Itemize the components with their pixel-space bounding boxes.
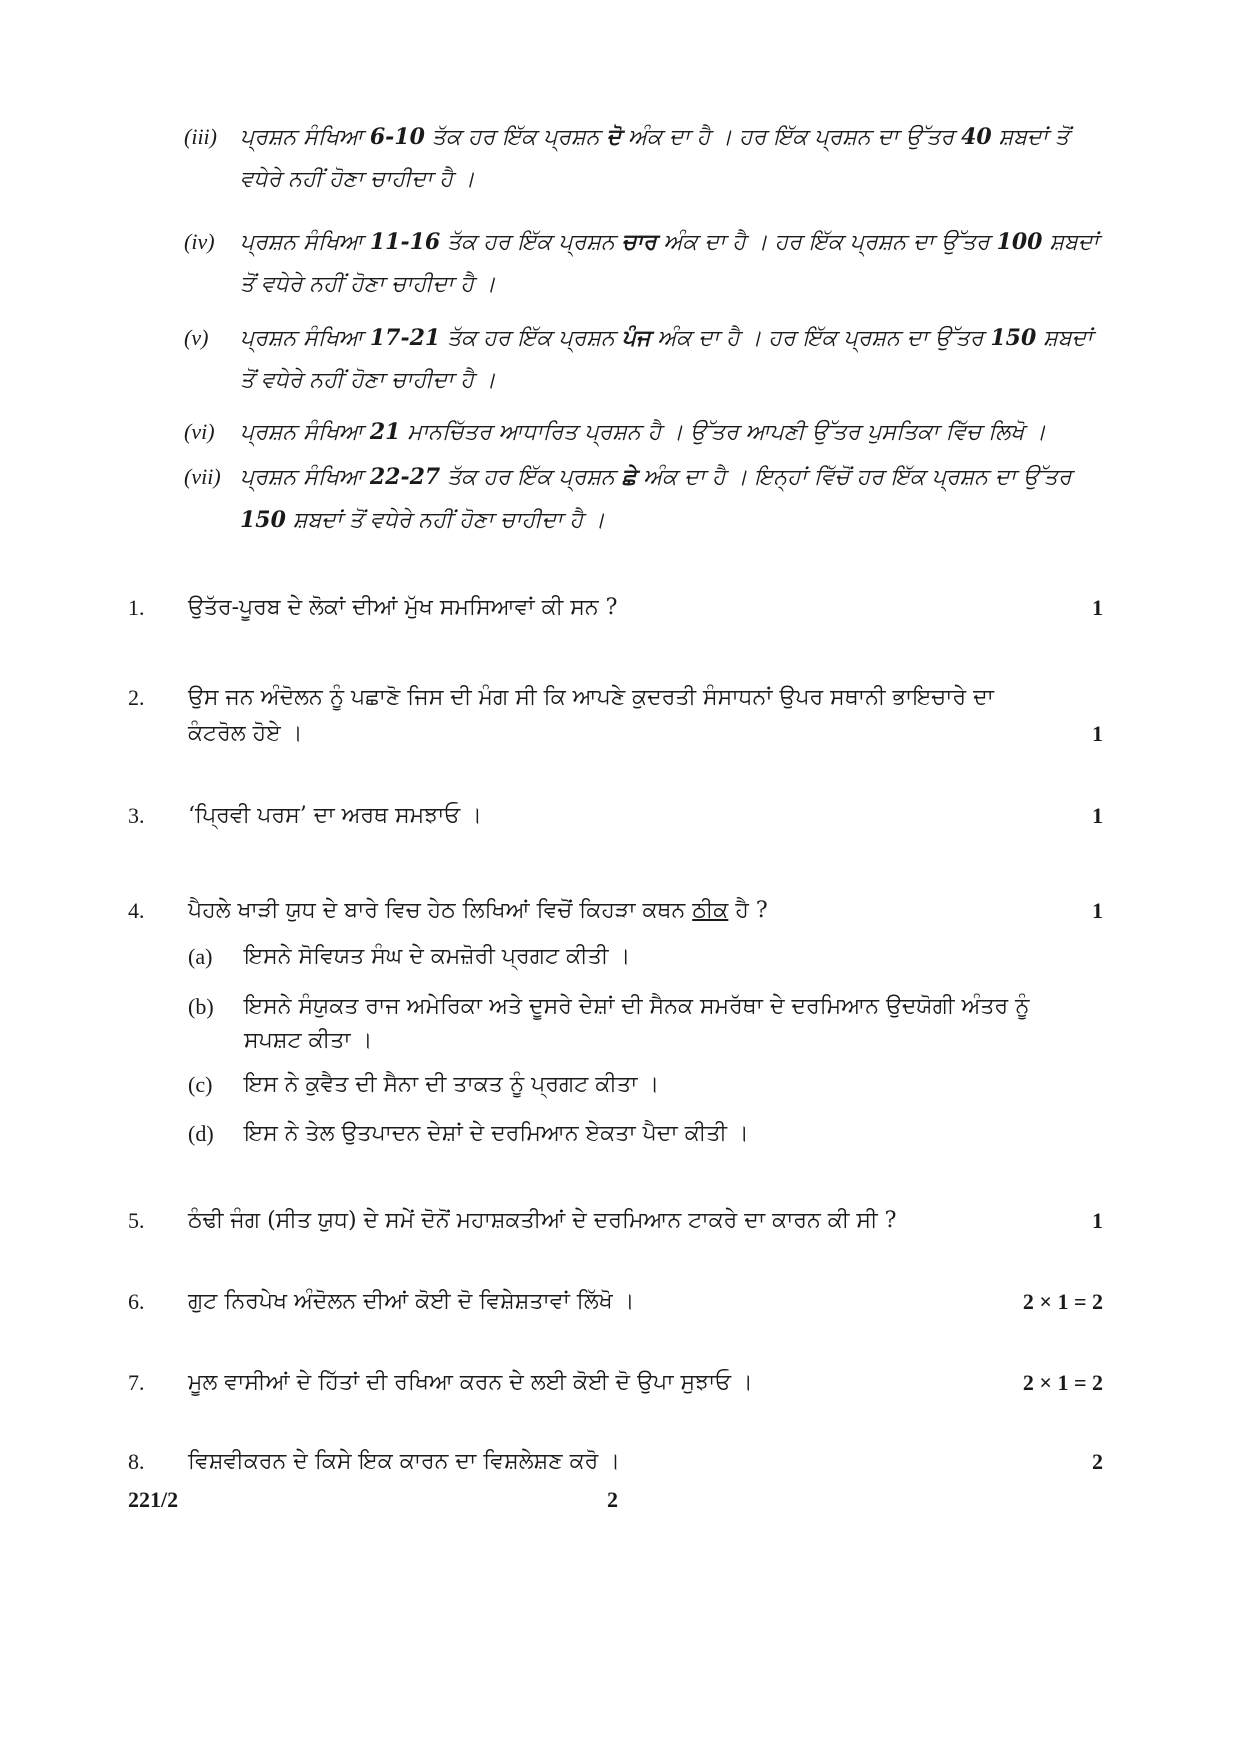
question-2 bbox=[128, 680, 1103, 752]
underlined-word: ਠੀਕ bbox=[692, 898, 729, 923]
option-label: (a) bbox=[188, 944, 213, 969]
option-label: (b) bbox=[188, 994, 214, 1019]
question-3 bbox=[128, 798, 1103, 834]
question-number: 1. bbox=[128, 595, 145, 620]
instruction-iii bbox=[184, 116, 1104, 201]
question-text: ‘ਪ੍ਰਿਵੀ ਪਰਸ’ ਦਾ ਅਰਥ ਸਮਝਾਓ । bbox=[188, 803, 482, 828]
question-text: ਗੁਟ ਨਿਰਪੇਖ ਅੰਦੋਲਨ ਦੀਆਂ ਕੋਈ ਦੋ ਵਿਸ਼ੇਸ਼ਤਾਵਾਂ ਲਿੱਖੋ । bbox=[188, 1289, 635, 1314]
option-label: (d) bbox=[188, 1121, 214, 1146]
instruction-v bbox=[184, 317, 1104, 402]
question-marks: 1 bbox=[1092, 1208, 1103, 1233]
instruction-text: ਪ੍ਰਸ਼ਨ ਸੰਖਿਆ 21 ਮਾਨਚਿੱਤਰ ਆਧਾਰਿਤ ਪ੍ਰਸ਼ਨ ਹੈ । ਉੱਤਰ ਆਪਣੀ ਉੱਤਰ ਪੁਸਤਿਕਾ ਵਿੱਚ ਲਿਖੋ । bbox=[240, 419, 1046, 445]
instruction-vii bbox=[184, 456, 1104, 542]
question-6 bbox=[128, 1284, 1103, 1320]
question-marks: 1 bbox=[1092, 595, 1103, 620]
question-text: ਪੈਹਲੇ ਖਾੜੀ ਯੁਧ ਦੇ ਬਾਰੇ ਵਿਚ ਹੇਠ ਲਿਖਿਆਂ ਵਿਚੋਂ ਕਿਹੜਾ ਕਥਨ ਠੀਕ ਹੈ ? bbox=[188, 898, 768, 923]
instruction-number: (vi) bbox=[184, 419, 215, 444]
instruction-number: (iv) bbox=[184, 229, 215, 254]
question-marks: 1 bbox=[1092, 803, 1103, 828]
question-8 bbox=[128, 1444, 1103, 1480]
instruction-number: (iii) bbox=[184, 124, 217, 149]
instruction-text: ਪ੍ਰਸ਼ਨ ਸੰਖਿਆ 17-21 ਤੱਕ ਹਰ ਇੱਕ ਪ੍ਰਸ਼ਨ ਪੰਜ ਅੰਕ ਦਾ ਹੈ । ਹਰ ਇੱਕ ਪ੍ਰਸ਼ਨ ਦਾ ਉੱਤਰ 150 ਸ਼ਬਦਾਂ ਤੋਂ ਵਧੇਰੇ ਨਹੀਂ ਹੋਣਾ ਚਾਹੀਦਾ ਹੈ । bbox=[240, 325, 1093, 393]
question-number: 5. bbox=[128, 1208, 145, 1233]
question-text: ਉਤੱਰ-ਪੂਰਬ ਦੇ ਲੋਕਾਂ ਦੀਆਂ ਮੁੱਖ ਸਮਸਿਆਵਾਂ ਕੀ ਸਨ ? bbox=[188, 595, 618, 620]
option-a bbox=[188, 940, 1068, 974]
question-number: 6. bbox=[128, 1289, 145, 1314]
option-text: ਇਸ ਨੇ ਤੇਲ ਉਤਪਾਦਨ ਦੇਸ਼ਾਂ ਦੇ ਦਰਮਿਆਨ ਏਕਤਾ ਪੈਦਾ ਕੀਤੀ । bbox=[244, 1121, 749, 1146]
question-5 bbox=[128, 1203, 1103, 1239]
instruction-number: (vii) bbox=[184, 464, 221, 489]
instruction-text: ਪ੍ਰਸ਼ਨ ਸੰਖਿਆ 11-16 ਤੱਕ ਹਰ ਇੱਕ ਪ੍ਰਸ਼ਨ ਚਾਰ ਅੰਕ ਦਾ ਹੈ । ਹਰ ਇੱਕ ਪ੍ਰਸ਼ਨ ਦਾ ਉੱਤਰ 100 ਸ਼ਬਦਾਂ ਤੋਂ ਵਧੇਰੇ ਨਹੀਂ ਹੋਣਾ ਚਾਹੀਦਾ ਹੈ । bbox=[240, 229, 1099, 297]
instruction-text: ਪ੍ਰਸ਼ਨ ਸੰਖਿਆ 22-27 ਤੱਕ ਹਰ ਇੱਕ ਪ੍ਰਸ਼ਨ ਛੇ ਅੰਕ ਦਾ ਹੈ । ਇਨ੍ਹਾਂ ਵਿੱਚੋਂ ਹਰ ਇੱਕ ਪ੍ਰਸ਼ਨ ਦਾ ਉੱਤਰ 150 ਸ਼ਬਦਾਂ ਤੋਂ ਵਧੇਰੇ ਨਹੀਂ ਹੋਣਾ ਚਾਹੀਦਾ ਹੈ । bbox=[240, 464, 1072, 533]
instruction-vi bbox=[184, 411, 1104, 454]
question-1 bbox=[128, 590, 1103, 626]
option-text: ਇਸ ਨੇ ਕੁਵੈਤ ਦੀ ਸੈਨਾ ਦੀ ਤਾਕਤ ਨੂੰ ਪ੍ਰਗਟ ਕੀਤਾ । bbox=[244, 1072, 660, 1097]
question-7 bbox=[128, 1365, 1103, 1401]
question-marks: 2 bbox=[1092, 1449, 1103, 1474]
paper-code: 221/2 bbox=[128, 1487, 179, 1512]
question-number: 8. bbox=[128, 1449, 145, 1474]
question-text: ਉਸ ਜਨ ਅੰਦੋਲਨ ਨੂੰ ਪਛਾਣੋ ਜਿਸ ਦੀ ਮੰਗ ਸੀ ਕਿ ਆਪਣੇ ਕੁਦਰਤੀ ਸੰਸਾਧਨਾਂ ਉਪਰ ਸਥਾਨੀ ਭਾਇਚਾਰੇ ਦਾ ਕੰਟਰੋਲ ਹੋਏ । bbox=[188, 685, 994, 746]
option-text: ਇਸਨੇ ਸੰਯੁਕਤ ਰਾਜ ਅਮੇਰਿਕਾ ਅਤੇ ਦੂਸਰੇ ਦੇਸ਼ਾਂ ਦੀ ਸੈਨਕ ਸਮਰੱਥਾ ਦੇ ਦਰਮਿਆਨ ਉਦਯੋਗੀ ਅੰਤਰ ਨੂੰ ਸਪਸ਼ਟ ਕੀਤਾ । bbox=[244, 994, 1030, 1053]
question-number: 3. bbox=[128, 803, 145, 828]
question-marks: 2 × 1 = 2 bbox=[1022, 1289, 1103, 1314]
question-text: ਵਿਸ਼ਵੀਕਰਨ ਦੇ ਕਿਸੇ ਇਕ ਕਾਰਨ ਦਾ ਵਿਸ਼ਲੇਸ਼ਣ ਕਰੋ । bbox=[188, 1449, 621, 1474]
instruction-number: (v) bbox=[184, 325, 209, 350]
option-label: (c) bbox=[188, 1072, 213, 1097]
question-number: 2. bbox=[128, 685, 145, 710]
option-d bbox=[188, 1117, 1068, 1151]
question-number: 7. bbox=[128, 1370, 145, 1395]
question-text: ਮੂਲ ਵਾਸੀਆਂ ਦੇ ਹਿੱਤਾਂ ਦੀ ਰਖਿਆ ਕਰਨ ਦੇ ਲਈ ਕੋਈ ਦੋ ਉਪਾ ਸੁਝਾਓ । bbox=[188, 1370, 753, 1395]
option-b bbox=[188, 990, 1068, 1058]
question-4 bbox=[128, 893, 1103, 929]
question-text: ਠੰਢੀ ਜੰਗ (ਸੀਤ ਯੁਧ) ਦੇ ਸਮੇਂ ਦੋਨੋਂ ਮਹਾਸ਼ਕਤੀਆਂ ਦੇ ਦਰਮਿਆਨ ਟਾਕਰੇ ਦਾ ਕਾਰਨ ਕੀ ਸੀ ? bbox=[188, 1208, 897, 1233]
question-marks: 1 bbox=[1092, 721, 1103, 746]
question-marks: 2 × 1 = 2 bbox=[1022, 1370, 1103, 1395]
option-text: ਇਸਨੇ ਸੋਵਿਯਤ ਸੰਘ ਦੇ ਕਮਜ਼ੋਰੀ ਪ੍ਰਗਟ ਕੀਤੀ । bbox=[244, 944, 631, 969]
question-marks: 1 bbox=[1092, 898, 1103, 923]
instruction-iv bbox=[184, 221, 1104, 306]
option-c bbox=[188, 1068, 1068, 1102]
page-number: 2 bbox=[607, 1487, 618, 1512]
instruction-text: ਪ੍ਰਸ਼ਨ ਸੰਖਿਆ 6-10 ਤੱਕ ਹਰ ਇੱਕ ਪ੍ਰਸ਼ਨ ਦੋ ਅੰਕ ਦਾ ਹੈ । ਹਰ ਇੱਕ ਪ੍ਰਸ਼ਨ ਦਾ ਉੱਤਰ 40 ਸ਼ਬਦਾਂ ਤੋਂ ਵਧੇਰੇ ਨਹੀਂ ਹੋਣਾ ਚਾਹੀਦਾ ਹੈ । bbox=[240, 124, 1069, 192]
question-number: 4. bbox=[128, 898, 145, 923]
